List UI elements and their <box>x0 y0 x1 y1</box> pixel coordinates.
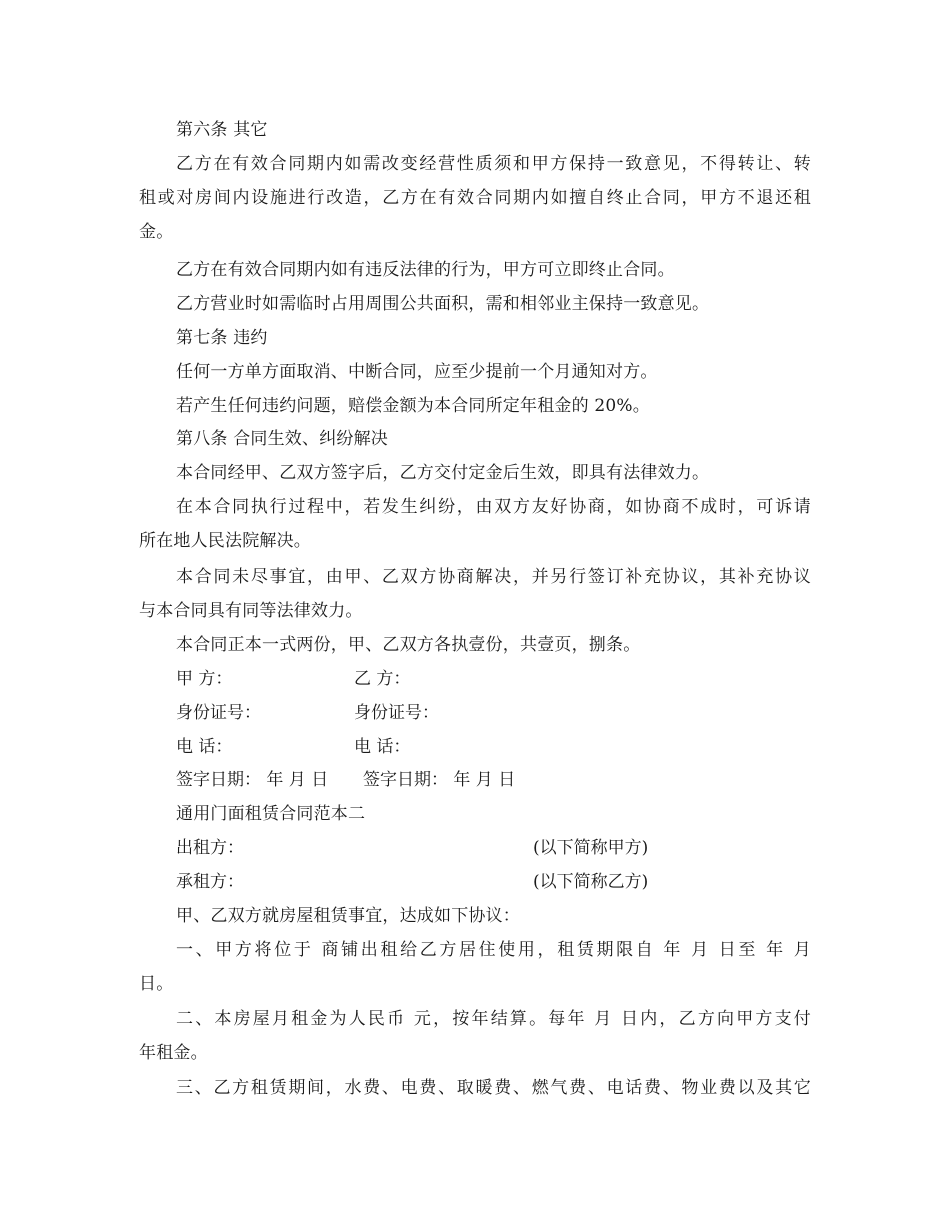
paragraph: 任何一方单方面取消、中断合同，应至少提前一个月通知对方。 <box>176 362 658 382</box>
paragraph: 本合同正本一式两份，甲、乙双方各执壹份，共壹页，捌条。 <box>176 635 641 655</box>
party-b-sign-date: 签字日期： 年 月 日 <box>363 770 516 790</box>
article-8-heading: 第八条 合同生效、纠纷解决 <box>176 429 389 449</box>
paragraph: 本合同未尽事宜，由甲、乙双方协商解决，并另行签订补充协议，其补充协议 <box>176 567 811 587</box>
paragraph: 乙方营业时如需临时占用周围公共面积，需和相邻业主保持一致意见。 <box>176 294 710 314</box>
party-a-id-label: 身份证号： <box>176 703 261 723</box>
party-b-id-label: 身份证号： <box>354 703 439 723</box>
lessor-label: 出租方： <box>176 838 244 858</box>
party-b-phone-label: 电 话： <box>354 737 411 757</box>
lessee-note: (以下简称乙方) <box>533 872 649 892</box>
clause-2: 二、本房屋月租金为人民币 元，按年结算。每年 月 日内，乙方向甲方支付 <box>176 1009 811 1029</box>
paragraph: 若产生任何违约问题，赔偿金额为本合同所定年租金的 20%。 <box>176 396 650 416</box>
paragraph: 乙方在有效合同期内如需改变经营性质须和甲方保持一致意见，不得转让、转 <box>176 154 811 174</box>
paragraph-continuation: 所在地人民法院解决。 <box>139 531 311 551</box>
article-6-heading: 第六条 其它 <box>176 120 268 140</box>
party-a-sign-date: 签字日期： 年 月 日 <box>176 770 329 790</box>
clause-1-continuation: 日。 <box>139 974 174 994</box>
party-b-label: 乙 方： <box>354 669 411 689</box>
clause-1: 一、甲方将位于 商铺出租给乙方居住使用，租赁期限自 年 月 日至 年 月 <box>176 940 811 960</box>
lessee-label: 承租方： <box>176 872 244 892</box>
party-a-label: 甲 方： <box>176 669 233 689</box>
paragraph: 在本合同执行过程中，若发生纠纷，由双方友好协商，如协商不成时，可诉请 <box>176 497 811 517</box>
article-7-heading: 第七条 违约 <box>176 328 268 348</box>
paragraph-continuation: 金。 <box>139 222 174 242</box>
paragraph: 乙方在有效合同期内如有违反法律的行为，甲方可立即终止合同。 <box>176 260 675 280</box>
clause-2-continuation: 年租金。 <box>139 1043 208 1063</box>
template-2-title: 通用门面租赁合同范本二 <box>176 804 366 824</box>
clause-3: 三、乙方租赁期间，水费、电费、取暖费、燃气费、电话费、物业费以及其它 <box>176 1078 811 1098</box>
party-a-phone-label: 电 话： <box>176 737 233 757</box>
paragraph-continuation: 与本合同具有同等法律效力。 <box>139 601 363 621</box>
paragraph: 本合同经甲、乙双方签字后，乙方交付定金后生效，即具有法律效力。 <box>176 463 710 483</box>
paragraph: 甲、乙双方就房屋租赁事宜，达成如下协议： <box>176 906 520 926</box>
paragraph-continuation: 租或对房间内设施进行改造，乙方在有效合同期内如擅自终止合同，甲方不退还租 <box>139 188 811 208</box>
lessor-note: (以下简称甲方) <box>533 838 649 858</box>
